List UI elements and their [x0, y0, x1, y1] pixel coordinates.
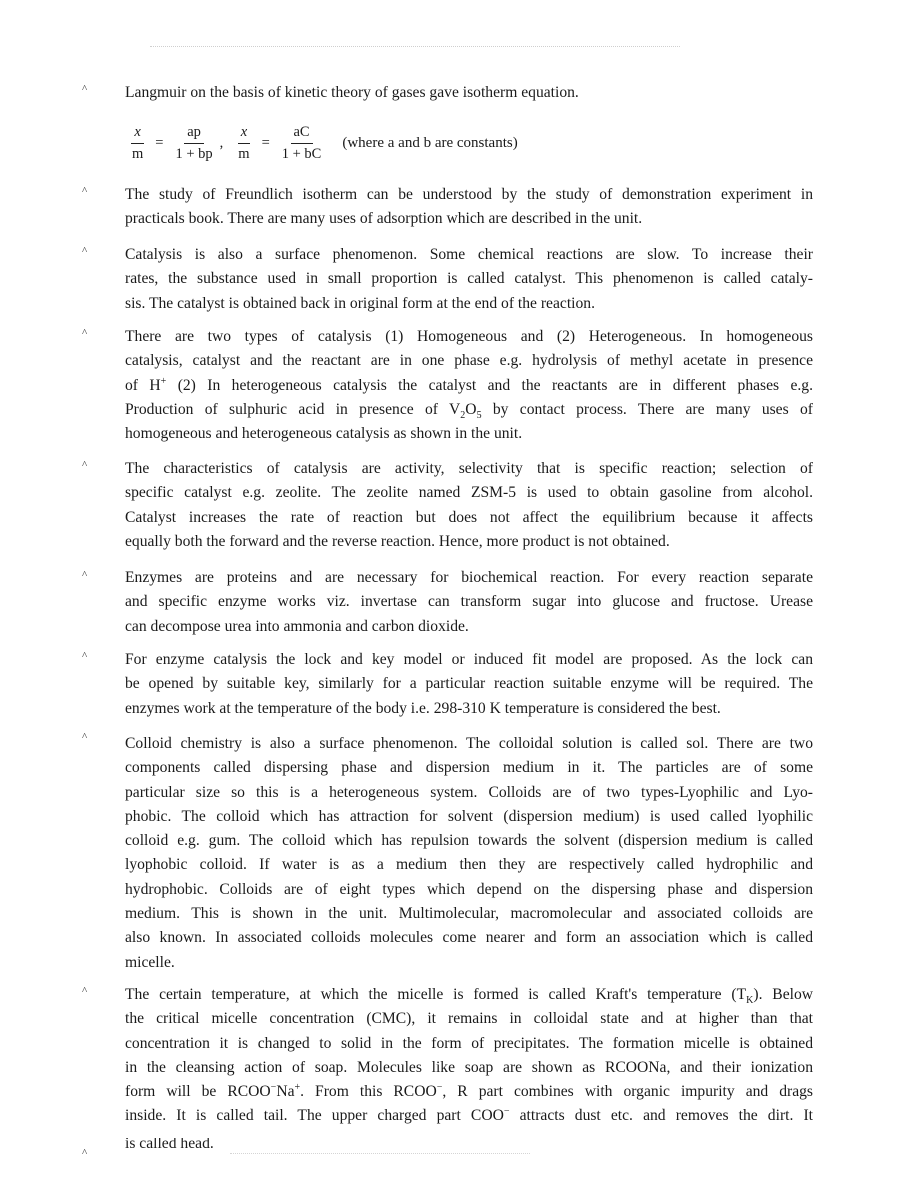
text-line: in the cleansing action of soap. Molecules like soap are shown as RCOONa, and their ionization [125, 1058, 813, 1076]
numerator: ap [184, 124, 204, 144]
text-run: ). Below [753, 986, 814, 1003]
bullet-marker: ^ [82, 985, 88, 997]
text-line: also known. In associated colloids molecules come nearer and form an association which is called [125, 929, 813, 947]
denominator: m [238, 145, 250, 162]
fraction-x-over-m [129, 124, 146, 163]
subscript: 5 [476, 410, 482, 421]
denominator: 1 + bC [281, 145, 322, 162]
text-line [125, 1080, 813, 1104]
equals-sign: = [155, 134, 164, 151]
text-run: by contact process. There are many uses of [481, 400, 813, 418]
text-line: lyophobic colloid. If water is as a medium then they are respectively called hydrophilic and [125, 856, 813, 874]
truncated-last-line [125, 1138, 813, 1152]
text-line: sis. The catalyst is obtained back in original form at the end of the reaction. [125, 294, 595, 312]
bullet-marker: ^ [82, 731, 88, 743]
text-run: of H [125, 376, 161, 394]
text-line: colloid e.g. gum. The colloid which has repulsion towards the solvent (dispersion medium is called [125, 832, 813, 850]
text-line: catalysis, catalyst and the reactant are in one phase e.g. hydrolysis of methyl acetate in presence [125, 352, 813, 370]
equals-sign: = [261, 134, 270, 151]
paragraph-freundlich [125, 183, 813, 232]
text-line: Catalyst increases the rate of reaction but does not affect the equilibrium because it affects [125, 508, 813, 526]
denominator: m [132, 145, 144, 162]
langmuir-equation [125, 121, 518, 165]
text-line: The study of Freundlich isotherm can be understood by the study of demonstration experiment in [125, 186, 813, 203]
text-line: specific catalyst e.g. zeolite. The zeolite named ZSM-5 is used to obtain gasoline from alcohol. [125, 484, 813, 502]
top-scan-rule [150, 46, 680, 47]
text-run: (2) In heterogeneous catalysis the catalyst and the reactants are in different phases e.g. [166, 376, 814, 394]
text-line: practicals book. There are many uses of adsorption which are described in the unit. [125, 210, 643, 228]
numerator: aC [291, 124, 313, 144]
numerator: x [131, 124, 143, 144]
text-run: O [465, 400, 477, 418]
bullet-marker: ^ [82, 327, 88, 339]
text-line: concentration it is changed to solid in the form of precipitates. The formation micelle is obtained [125, 1034, 813, 1052]
text-line: rates, the substance used in small proportion is called catalyst. This phenomenon is called cataly- [125, 270, 813, 288]
fraction-ap-over-1-bp [172, 124, 215, 163]
text-run: , R part combines with organic impurity and drags [442, 1083, 813, 1101]
fraction-ac-over-1-bc [279, 124, 325, 163]
text-line [125, 1104, 813, 1128]
denominator: 1 + bp [175, 145, 213, 162]
equation-note: (where a and b are constants) [342, 134, 518, 151]
text-line: and specific enzyme works viz. invertase can transform sugar into glucose and fructose. Urease [125, 593, 813, 611]
text-line: For enzyme catalysis the lock and key model or induced fit model are proposed. As the lock can [125, 651, 813, 668]
text-run: The certain temperature, at which the micelle is formed is called Kraft's temperature (T [125, 986, 747, 1003]
paragraph-langmuir [125, 81, 813, 105]
paragraph-catalysis-types [125, 325, 813, 446]
paragraph-enzymes [125, 566, 813, 639]
numerator: x [238, 124, 250, 144]
text-run: . From this RCOO [300, 1083, 437, 1101]
paragraph-colloids [125, 732, 813, 975]
superscript: − [436, 1082, 443, 1093]
text-line: medium. This is shown in the unit. Multimolecular, macromolecular and associated colloids are [125, 905, 813, 923]
text-line [125, 374, 813, 398]
text-line: particular size so this is a heterogeneous system. Colloids are of two types-Lyophilic and Lyo- [125, 783, 813, 801]
text-line: hydrophobic. Colloids are of eight types which depend on the dispersing phase and dispersion [125, 880, 813, 898]
text-line: Langmuir on the basis of kinetic theory of gases gave isotherm equation. [125, 84, 579, 101]
text-line: There are two types of catalysis (1) Homogeneous and (2) Heterogeneous. In homogeneous [125, 328, 813, 345]
text-line: Colloid chemistry is also a surface phenomenon. The colloidal solution is called sol. There are two [125, 735, 813, 752]
comma: , [219, 134, 224, 151]
text-run: Na [276, 1083, 295, 1101]
text-line: micelle. [125, 953, 175, 971]
text-line: phobic. The colloid which has attraction for solvent (dispersion medium) is used called lyophilic [125, 807, 813, 825]
paragraph-characteristics [125, 457, 813, 554]
bullet-marker: ^ [82, 245, 88, 257]
text-line: enzymes work at the temperature of the body i.e. 298-310 K temperature is considered the best. [125, 699, 721, 717]
text-line: components called dispersing phase and dispersion medium in it. The particles are of some [125, 759, 813, 777]
text-line: Catalysis is also a surface phenomenon. Some chemical reactions are slow. To increase their [125, 246, 813, 263]
text-line: homogeneous and heterogeneous catalysis as shown in the unit. [125, 425, 523, 443]
bullet-marker: ^ [82, 83, 88, 95]
text-run: attracts dust etc. and removes the dirt. It [509, 1107, 814, 1125]
superscript: − [503, 1106, 510, 1118]
fraction-x-over-m [235, 124, 252, 163]
text-run: Production of sulphuric acid in presence of V [125, 400, 461, 418]
text-run: form will be RCOO [125, 1083, 271, 1101]
superscript: − [270, 1082, 277, 1093]
paragraph-micelle [125, 983, 813, 1129]
subscript: 2 [460, 410, 466, 421]
paragraph-lock-and-key [125, 648, 813, 721]
text-line [125, 983, 813, 1007]
text-line: The characteristics of catalysis are activity, selectivity that is specific reaction; selection of [125, 460, 813, 477]
bullet-marker: ^ [82, 569, 88, 581]
text-line: equally both the forward and the reverse reaction. Hence, more product is not obtained. [125, 532, 670, 550]
text-line: can decompose urea into ammonia and carbon dioxide. [125, 617, 469, 635]
superscript: + [160, 375, 167, 387]
text-line [125, 398, 813, 422]
paragraph-catalysis [125, 243, 813, 316]
subscript: K [746, 995, 754, 1007]
bullet-marker: ^ [82, 185, 88, 197]
bullet-marker: ^ [82, 1147, 88, 1159]
text-run: inside. It is called tail. The upper charged part COO [125, 1107, 504, 1125]
bullet-marker: ^ [82, 650, 88, 662]
superscript: + [294, 1082, 301, 1093]
text-line: is called head. [125, 1138, 214, 1152]
bottom-scan-rule [230, 1153, 530, 1154]
text-line: the critical micelle concentration (CMC), it remains in colloidal state and at higher than that [125, 1010, 813, 1028]
bullet-marker: ^ [82, 459, 88, 471]
text-line: be opened by suitable key, similarly for a particular reaction suitable enzyme will be required. The [125, 675, 813, 693]
text-line: Enzymes are proteins and are necessary for biochemical reaction. For every reaction separate [125, 569, 813, 586]
